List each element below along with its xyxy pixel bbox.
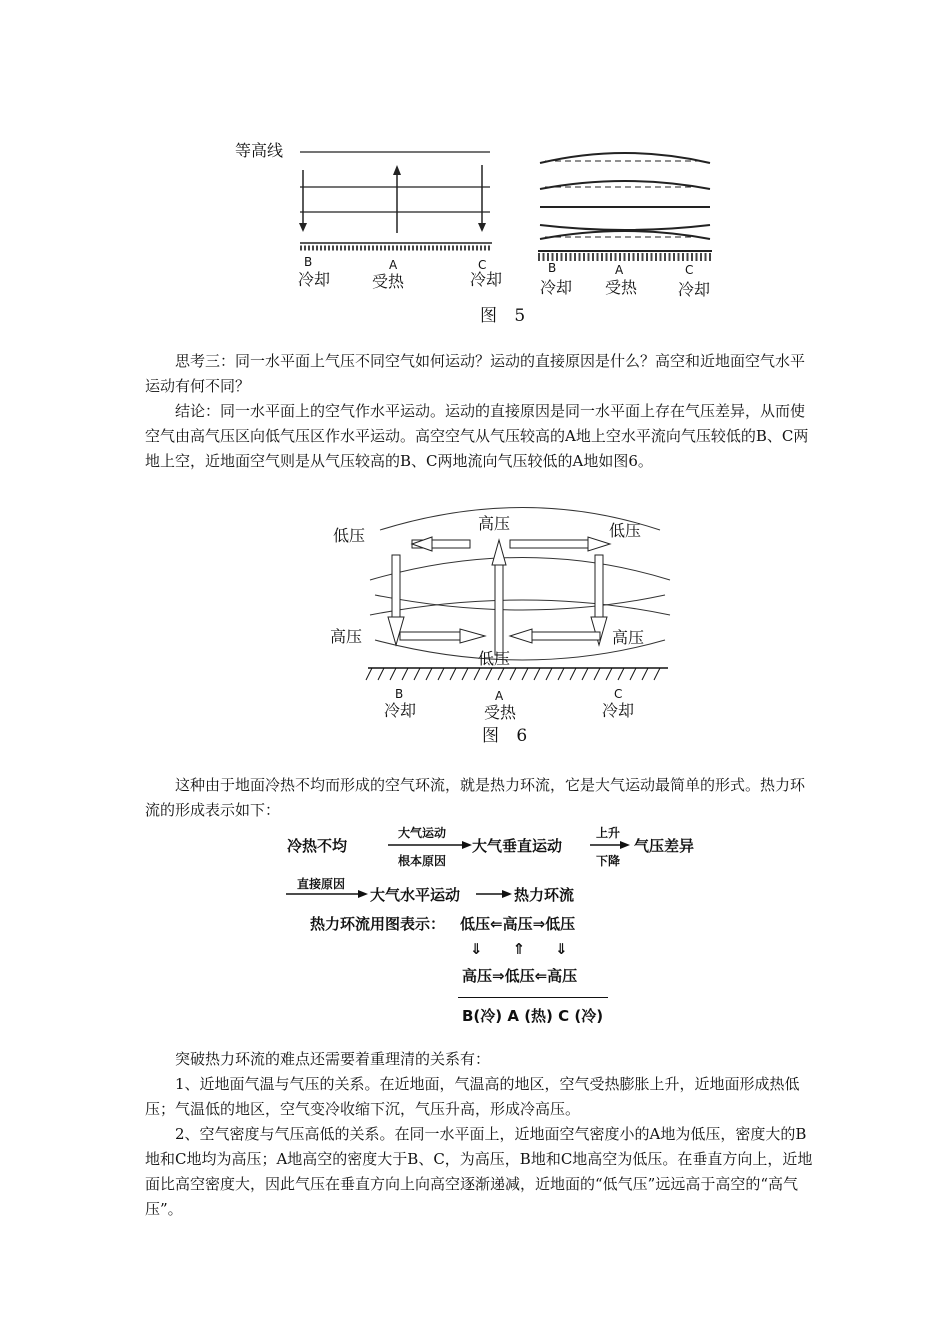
fig5-left-label-c: 冷却 (470, 270, 503, 289)
fig6-letter-b: B (395, 687, 404, 701)
fig5-left-label-a: 受热 (372, 272, 405, 291)
flow-below2: 下降 (596, 854, 621, 868)
point1-paragraph: 1、近地面气温与气压的关系。在近地面，气温高的地区，空气受热膨胀上升，近地面形成热低压；气温低的地区，空气变冷收缩下沉，气压升高，形成冷高压。 (145, 1075, 800, 1118)
flow-arrow-3 (286, 889, 368, 899)
flow-arrow-2 (590, 840, 630, 850)
fig6-bottom-center-pressure: 低压 (478, 649, 511, 668)
flow-above3: 直接原因 (297, 877, 346, 891)
fig6-label-a: 受热 (484, 703, 517, 722)
fig5-left-label-b: 冷却 (298, 270, 331, 289)
fig6-label-b: 冷却 (384, 701, 417, 720)
flow-mid: 大气垂直运动 (472, 837, 563, 855)
think3-paragraph: 思考三：同一水平面上气压不同空气如何运动？运动的直接原因是什么？高空和近地面空气水平运动有何不同？ (145, 352, 806, 395)
fig5-left-letter-b: B (304, 255, 313, 269)
fig6-top-center-pressure: 高压 (478, 514, 511, 533)
figure5-caption: 图 5 (480, 306, 532, 326)
fig5-left-letter-c: C (478, 258, 487, 272)
flow-arrows: ⇓ ⇑ ⇓ (470, 940, 568, 958)
flow-below1: 根本原因 (398, 854, 447, 868)
fig6-letter-a: A (495, 689, 504, 703)
fig6-bottom-right-pressure: 高压 (612, 628, 645, 647)
conclusion-paragraph: 结论：同一水平面上的空气作水平运动。运动的直接原因是同一水平面上存在气压差异，从而使空气由高气压区向低气压区作水平运动。高空空气从气压较高的A地上空水平流向气压较低的B、C两地上空，近地面空气则是从气压较高的B、C两地流向气压较低的A地如图6。 (145, 402, 809, 470)
flow-start: 冷热不均 (287, 837, 348, 855)
fig5-left-letter-a: A (389, 258, 398, 272)
point2-paragraph: 2、空气密度与气压高低的关系。在同一水平面上，近地面空气密度小的A地为低压，密度大的B地和C地均为高压；A地高空的密度大于B、C，为高压，B地和C地高空为低压。在垂直方向上，近地面比高空密度大，因此气压在垂直方向上向高空逐渐递减，近地面的“低气压”远远高于高空的“高气压”。 (145, 1125, 813, 1218)
flow-arrow-4 (476, 889, 512, 899)
flow-above2: 上升 (596, 826, 621, 840)
fig6-bottom-left-pressure: 高压 (330, 627, 363, 646)
flow-divider (458, 997, 608, 998)
flow-row2: 高压⇒低压⇐高压 (462, 967, 578, 985)
fig6-top-left-pressure: 低压 (333, 526, 366, 545)
figure5-right-diagram (530, 145, 720, 270)
fig5-right-letter-b: B (548, 261, 557, 275)
flow-above1: 大气运动 (398, 826, 447, 840)
flow-horizontal: 大气水平运动 (370, 886, 461, 904)
intro-paragraph: 这种由于地面冷热不均而形成的空气环流，就是热力环流，它是大气运动最简单的形式。热力环流的形成表示如下： (145, 776, 806, 819)
fig6-top-right-pressure: 低压 (609, 521, 642, 540)
fig5-right-letter-c: C (685, 263, 694, 277)
figure5-left-diagram (230, 135, 510, 310)
fig5-right-letter-a: A (615, 263, 624, 277)
figure6-caption: 图 6 (482, 726, 534, 746)
difficult-intro: 突破热力环流的难点还需要着重理清的关系有： (175, 1050, 491, 1068)
fig6-letter-c: C (614, 687, 623, 701)
fig6-label-c: 冷却 (602, 701, 635, 720)
flow-row1: 低压⇐高压⇒低压 (460, 915, 576, 933)
isoline-label: 等高线 (235, 141, 284, 160)
flow-diagram-label: 热力环流用图表示： (310, 915, 446, 933)
flow-arrow-1 (388, 840, 472, 850)
flow-row3: B(冷) A (热) C (冷) (462, 1007, 604, 1025)
flow-end: 气压差异 (634, 837, 695, 855)
fig5-right-label-a: 受热 (605, 278, 638, 297)
fig5-right-label-b: 冷却 (540, 278, 573, 297)
fig5-right-label-c: 冷却 (678, 280, 711, 299)
flow-circulation: 热力环流 (514, 886, 575, 904)
